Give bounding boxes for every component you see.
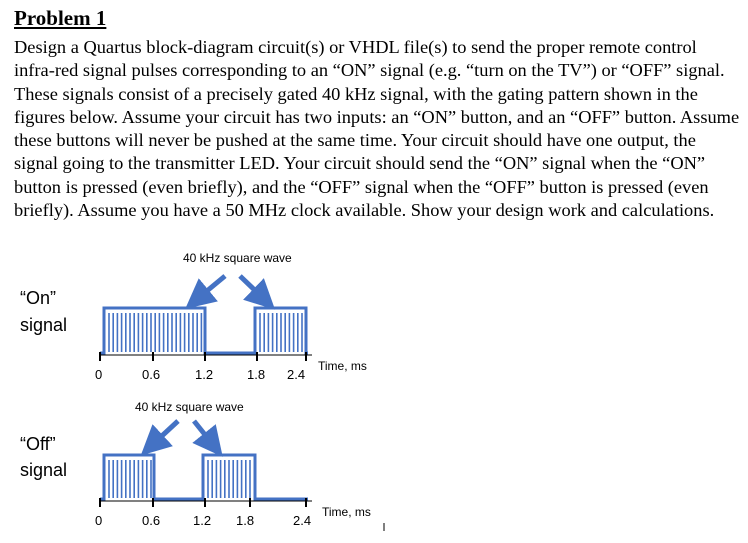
on-waveform xyxy=(100,308,308,353)
on-wave-label: 40 kHz square wave xyxy=(183,251,292,265)
on-signal-label-1: “On” xyxy=(20,288,56,308)
off-tick-3: 1.8 xyxy=(236,513,255,528)
off-arrow-right xyxy=(194,421,214,446)
on-tick-0: 0 xyxy=(95,367,103,382)
off-axis-label: Time, ms xyxy=(322,505,371,519)
off-tick-2: 1.2 xyxy=(193,513,212,528)
problem-title: Problem 1 xyxy=(14,6,107,30)
on-arrow-left xyxy=(196,276,225,300)
on-tick-marks xyxy=(100,352,306,361)
off-tick-4: 2.4 xyxy=(293,513,312,528)
gate-envelope xyxy=(100,455,308,499)
off-arrow-left xyxy=(151,421,178,446)
on-tick-3: 1.8 xyxy=(247,367,266,382)
off-signal-label-1: “Off” xyxy=(20,434,56,454)
problem-statement: Design a Quartus block-diagram circuit(s) or VHDL file(s) to send the proper remote control infra-red signal pulses corresponding to an “ON” signal (e.g. “turn on the TV”) or “OFF” signal. These signals consist of a precisely gated 40 kHz signal, with the gating pattern shown in the figures below. Assume your circuit has two inputs: an “ON” button, and an “OFF” button. Assume these buttons will never be pushed at the same time. Your circuit should have one output, the signal going to the transmitter LED. Your circuit should send the “ON” signal when the “ON” button is pressed (even briefly), and the “OFF” signal when the “OFF” button is pressed (even briefly). Assume you have a 50 MHz clock available. Show your design work and calculations. xyxy=(14,37,740,221)
off-waveform xyxy=(100,455,308,499)
off-signal-figure xyxy=(20,400,384,531)
off-signal-label-2: signal xyxy=(20,460,68,480)
on-axis-label: Time, ms xyxy=(318,359,367,373)
off-tick-1: 0.6 xyxy=(142,513,161,528)
on-tick-1: 0.6 xyxy=(142,367,161,382)
on-tick-4: 2.4 xyxy=(287,367,306,382)
on-arrow-right xyxy=(240,276,265,300)
off-wave-label: 40 kHz square wave xyxy=(135,400,244,414)
on-signal-figure xyxy=(20,251,367,382)
on-tick-2: 1.2 xyxy=(195,367,214,382)
on-signal-label-2: signal xyxy=(20,315,68,335)
off-tick-0: 0 xyxy=(95,513,103,528)
